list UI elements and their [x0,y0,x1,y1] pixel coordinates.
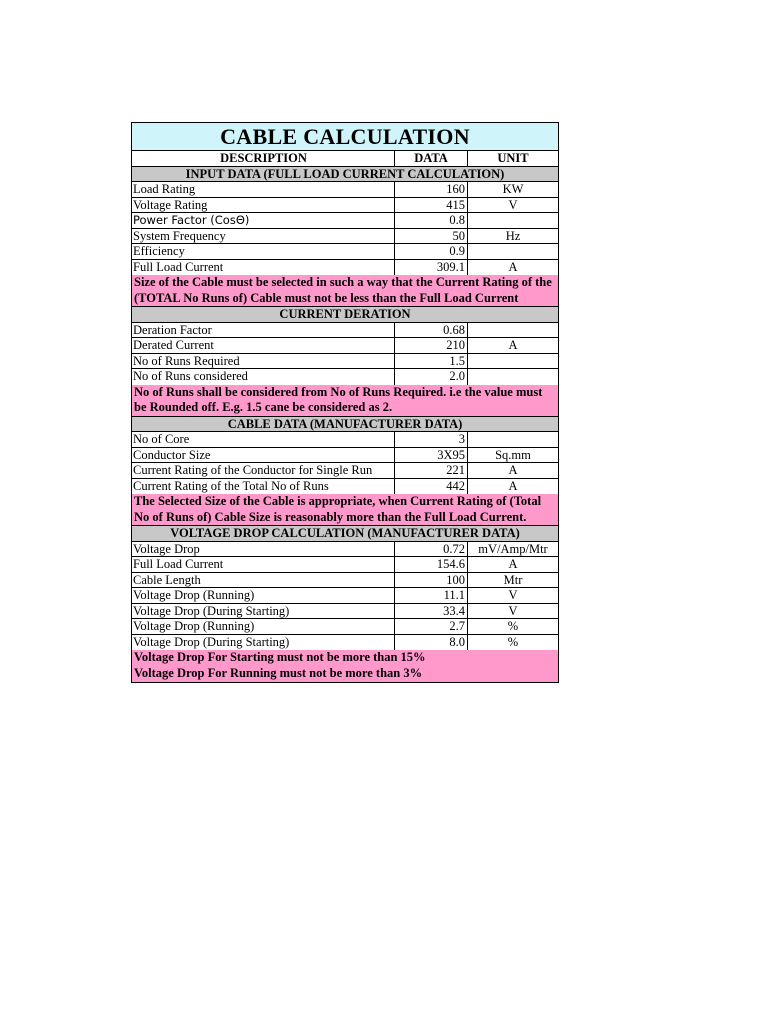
table-row [132,338,558,354]
unit-header: UNIT [497,151,529,165]
table-row [132,479,558,495]
row-unit [468,323,558,338]
column-header-row [132,151,558,167]
row-label: System Frequency [132,229,395,244]
row-label: Current Rating of the Total No of Runs [132,479,395,495]
row-value: 8.0 [395,635,468,651]
row-label: Full Load Current [132,260,395,276]
table-row [132,573,558,589]
row-unit: Sq.mm [495,447,531,462]
cable-calculation-sheet [131,122,559,683]
row-unit: A [508,259,518,274]
table-row [132,635,558,651]
row-label: No of Core [132,432,395,447]
row-label: Full Load Current [132,557,395,572]
row-unit [468,354,558,369]
row-value: 0.72 [395,542,468,557]
table-row [132,448,558,464]
input-rows [132,182,558,275]
row-value: 0.9 [395,244,468,259]
row-unit: V [508,603,518,618]
table-row [132,463,558,479]
row-unit [468,213,558,228]
note-voltage-running: Voltage Drop For Running must not be more than 3% [134,665,423,680]
row-value: 1.5 [395,354,468,369]
row-unit: % [507,634,519,649]
row-label: Voltage Drop (Running) [132,588,395,603]
row-value: 2.7 [395,619,468,634]
description-header: DESCRIPTION [132,151,395,166]
note-runs: No of Runs shall be considered from No of Runs Required. i.e the value must be Rounded off. E.g. 1.5 cane be considered as 2. [132,385,558,417]
row-label: Load Rating [132,182,395,197]
row-label: Derated Current [132,338,395,353]
row-value: 309.1 [395,260,468,276]
note-voltage-limits [132,650,558,682]
section-voltage-drop: VOLTAGE DROP CALCULATION (MANUFACTURER DATA) [132,526,558,542]
section-current-deration: CURRENT DERATION [132,307,558,323]
row-unit: V [508,588,518,602]
section-cable-data: CABLE DATA (MANUFACTURER DATA) [132,417,558,433]
note-voltage-starting: Voltage Drop For Starting must not be more than 15% [134,650,426,664]
table-row [132,604,558,620]
table-row [132,198,558,214]
row-label: Voltage Drop [132,542,395,557]
row-label: Voltage Drop (During Starting) [132,635,395,651]
row-value: 33.4 [395,604,468,619]
row-unit: Hz [505,228,521,243]
row-unit: V [508,197,518,212]
table-row [132,542,558,558]
row-label: Efficiency [132,244,395,259]
row-unit [468,432,558,447]
section-input-data: INPUT DATA (FULL LOAD CURRENT CALCULATION) [132,167,558,183]
row-value: 0.68 [395,323,468,338]
note-cable-size: The Selected Size of the Cable is appropriate, when Current Rating of (Total No of Runs of) Cable Size is reasonably more than the Full Load Current. [132,494,558,526]
row-value: 442 [395,479,468,495]
row-value: 2.0 [395,369,468,385]
row-unit [468,369,558,385]
row-label: Cable Length [132,573,395,588]
row-value: 210 [395,338,468,353]
table-row [132,619,558,635]
row-label: Voltage Drop (Running) [132,619,395,634]
row-unit: A [508,557,518,571]
row-value: 154.6 [395,557,468,572]
row-value: 0.8 [395,213,468,228]
row-value: 11.1 [395,588,468,603]
table-row [132,369,558,385]
table-row [132,588,558,604]
row-label: Current Rating of the Conductor for Single Run [132,463,395,478]
row-value: 3 [395,432,468,447]
table-row [132,354,558,370]
table-row [132,432,558,448]
row-label: Voltage Drop (During Starting) [132,604,395,619]
row-value: 221 [395,463,468,478]
voltage-rows [132,542,558,651]
row-label: Voltage Rating [132,198,395,213]
table-row [132,213,558,229]
table-row [132,557,558,573]
row-unit: A [508,478,518,493]
row-unit: A [508,463,518,477]
row-value: 160 [395,182,468,197]
row-value: 100 [395,573,468,588]
deration-rows [132,323,558,385]
row-unit: % [507,619,519,633]
row-label: Conductor Size [132,448,395,463]
row-label: Deration Factor [132,323,395,338]
data-header: DATA [395,151,468,166]
row-unit [468,244,558,259]
table-row [132,323,558,339]
cable-rows [132,432,558,494]
row-unit: mV/Amp/Mtr [478,541,548,556]
table-row [132,244,558,260]
row-label: Power Factor (CosΘ) [132,213,395,228]
row-label: No of Runs considered [132,369,395,385]
row-unit: KW [502,182,524,196]
table-row [132,260,558,276]
table-row [132,182,558,198]
sheet-title: CABLE CALCULATION [132,123,558,151]
row-value: 50 [395,229,468,244]
row-value: 415 [395,198,468,213]
row-label: No of Runs Required [132,354,395,369]
row-unit: A [508,338,518,352]
row-unit: Mtr [503,572,523,587]
note-cable-selection: Size of the Cable must be selected in such a way that the Current Rating of the (TOTAL No Runs of) Cable must not be less than the Full Load Current [132,275,558,307]
table-row [132,229,558,245]
row-value: 3X95 [395,448,468,463]
